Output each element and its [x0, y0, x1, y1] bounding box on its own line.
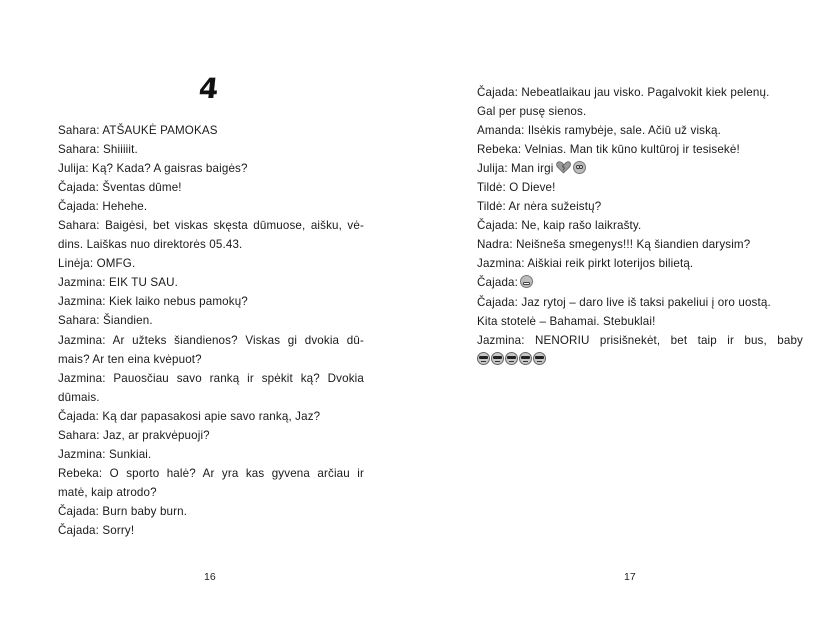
chat-line-text: Nadra: Neišneša smegenys!!! Ką šiandien darysim? [477, 238, 751, 252]
chat-line [58, 445, 364, 464]
chat-line-text: Sahara: ATŠAUKĖ PAMOKAS [58, 124, 218, 137]
chat-line [477, 293, 803, 312]
sunglasses-face-icon [533, 352, 546, 365]
chat-line [58, 140, 364, 159]
chat-line-text: Jazmina: Kiek laiko nebus pamokų? [58, 295, 248, 309]
chat-line [477, 159, 803, 178]
chat-line [477, 273, 803, 292]
chat-line-text: Linėja: OMFG. [58, 257, 136, 271]
chat-line [58, 292, 364, 311]
chat-line [58, 464, 364, 483]
chat-line-text: Sahara: Šiandien. [58, 314, 153, 328]
page-number-right: 17 [624, 571, 636, 583]
chat-line [477, 254, 803, 273]
chat-line [58, 159, 364, 178]
chat-line [58, 388, 364, 407]
chat-transcript-right [477, 83, 803, 369]
chat-line [58, 426, 364, 445]
pleading-face-icon [573, 161, 586, 174]
chat-line-text: mais? Ar ten eina kvėpuot? [58, 352, 202, 366]
chat-line [58, 216, 364, 235]
chat-line-text: Čajada: Ne, kaip rašo laikrašty. [477, 219, 642, 233]
chat-line-text: Čajada: Nebeatlaikau jau visko. Pagalvokit kiek pelenų. [477, 86, 770, 99]
grinning-face-icon [520, 275, 533, 288]
chat-line-text: Kita stotelė – Bahamai. Stebuklai! [477, 314, 656, 328]
chat-line-text: Gal per pusę sienos. [477, 105, 587, 119]
chat-transcript-left [58, 121, 364, 540]
chat-line-text: Rebeka: O sporto halė? Ar yra kas gyvena arčiau ir [58, 466, 364, 480]
chat-line [58, 407, 364, 426]
chat-line-text: Julija: Ką? Kada? A gaisras baigės? [58, 162, 248, 176]
chat-line-text: matė, kaip atrodo? [58, 485, 157, 499]
chat-line [58, 197, 364, 216]
chat-line-text: Amanda: Ilsėkis ramybėje, sale. Ačiū už viską. [477, 124, 722, 138]
chat-line-text: Čajada: [477, 276, 519, 290]
chat-line-text: Jazmina: Sunkiai. [58, 447, 152, 461]
chat-line-text: Čajada: Sorry! [58, 523, 135, 537]
sunglasses-face-icon [519, 352, 532, 365]
chat-line [58, 483, 364, 502]
chat-line-text: Tildė: Ar nėra sužeistų? [477, 200, 602, 214]
sunglasses-face-icon [477, 352, 490, 365]
chat-line-text: Rebeka: Velnias. Man tik kūno kultūroj ir tesisekė! [477, 143, 740, 157]
chat-line [477, 312, 803, 331]
chat-line [477, 331, 803, 350]
chat-line [58, 331, 364, 350]
chat-line-text: Čajada: Šventas dūme! [58, 181, 182, 195]
chat-line [58, 235, 364, 254]
chapter-number: 4 [197, 72, 221, 105]
chat-line-text: Jazmina: NENORIU prisišnekėt, bet taip ir bus, baby [477, 333, 803, 347]
chat-line [477, 140, 803, 159]
chat-line-text: Jazmina: Pauosčiau savo ranką ir spėkit ką? Dvokia [58, 371, 364, 385]
chat-line [477, 216, 803, 235]
chat-line-text: Jazmina: EIK TU SAU. [58, 276, 179, 290]
chat-line-text: Julija: Man irgi [477, 162, 554, 176]
page-number-left: 16 [204, 571, 216, 583]
chat-line-text: Sahara: Baigėsi, bet viskas skęsta dūmuose, aišku, vė- [58, 219, 364, 233]
chat-line-text: dins. Laiškas nuo direktorės 05.43. [58, 238, 243, 252]
chat-line [477, 83, 803, 102]
chat-line-text: Čajada: Jaz rytoj – daro live iš taksi pakeliui į oro uostą. [477, 295, 771, 309]
chat-line [58, 350, 364, 369]
chat-line [58, 521, 364, 540]
chat-line [58, 121, 364, 140]
chat-line [58, 502, 364, 521]
chat-line-text: Jazmina: Ar užteks šiandienos? Viskas gi dvokia dū- [58, 333, 364, 347]
chat-line [58, 311, 364, 330]
broken-heart-icon [556, 161, 571, 174]
chat-line [477, 178, 803, 197]
chat-line [477, 102, 803, 121]
right-page [420, 0, 839, 626]
chat-line [58, 178, 364, 197]
sunglasses-face-icon [491, 352, 504, 365]
chat-line-text: Tildė: O Dieve! [477, 181, 556, 195]
chat-line-text: Čajada: Ką dar papasakosi apie savo ranką, Jaz? [58, 409, 321, 423]
chat-line-text: Čajada: Burn baby burn. [58, 504, 188, 518]
chat-line [477, 197, 803, 216]
chat-line-text: Čajada: Hehehe. [58, 200, 148, 214]
chat-line [58, 369, 364, 388]
chat-line [477, 235, 803, 254]
chat-line [477, 121, 803, 140]
emoji-row [477, 350, 803, 369]
chat-line [58, 254, 364, 273]
chat-line-text: Jazmina: Aiškiai reik pirkt loterijos bilietą. [477, 257, 694, 271]
sunglasses-face-icon [505, 352, 518, 365]
chat-line-text: dūmais. [58, 390, 100, 404]
chat-line-text: Sahara: Jaz, ar prakvėpuoji? [58, 428, 210, 442]
chat-line [58, 273, 364, 292]
chat-line-text: Sahara: Shiiiiit. [58, 143, 138, 157]
